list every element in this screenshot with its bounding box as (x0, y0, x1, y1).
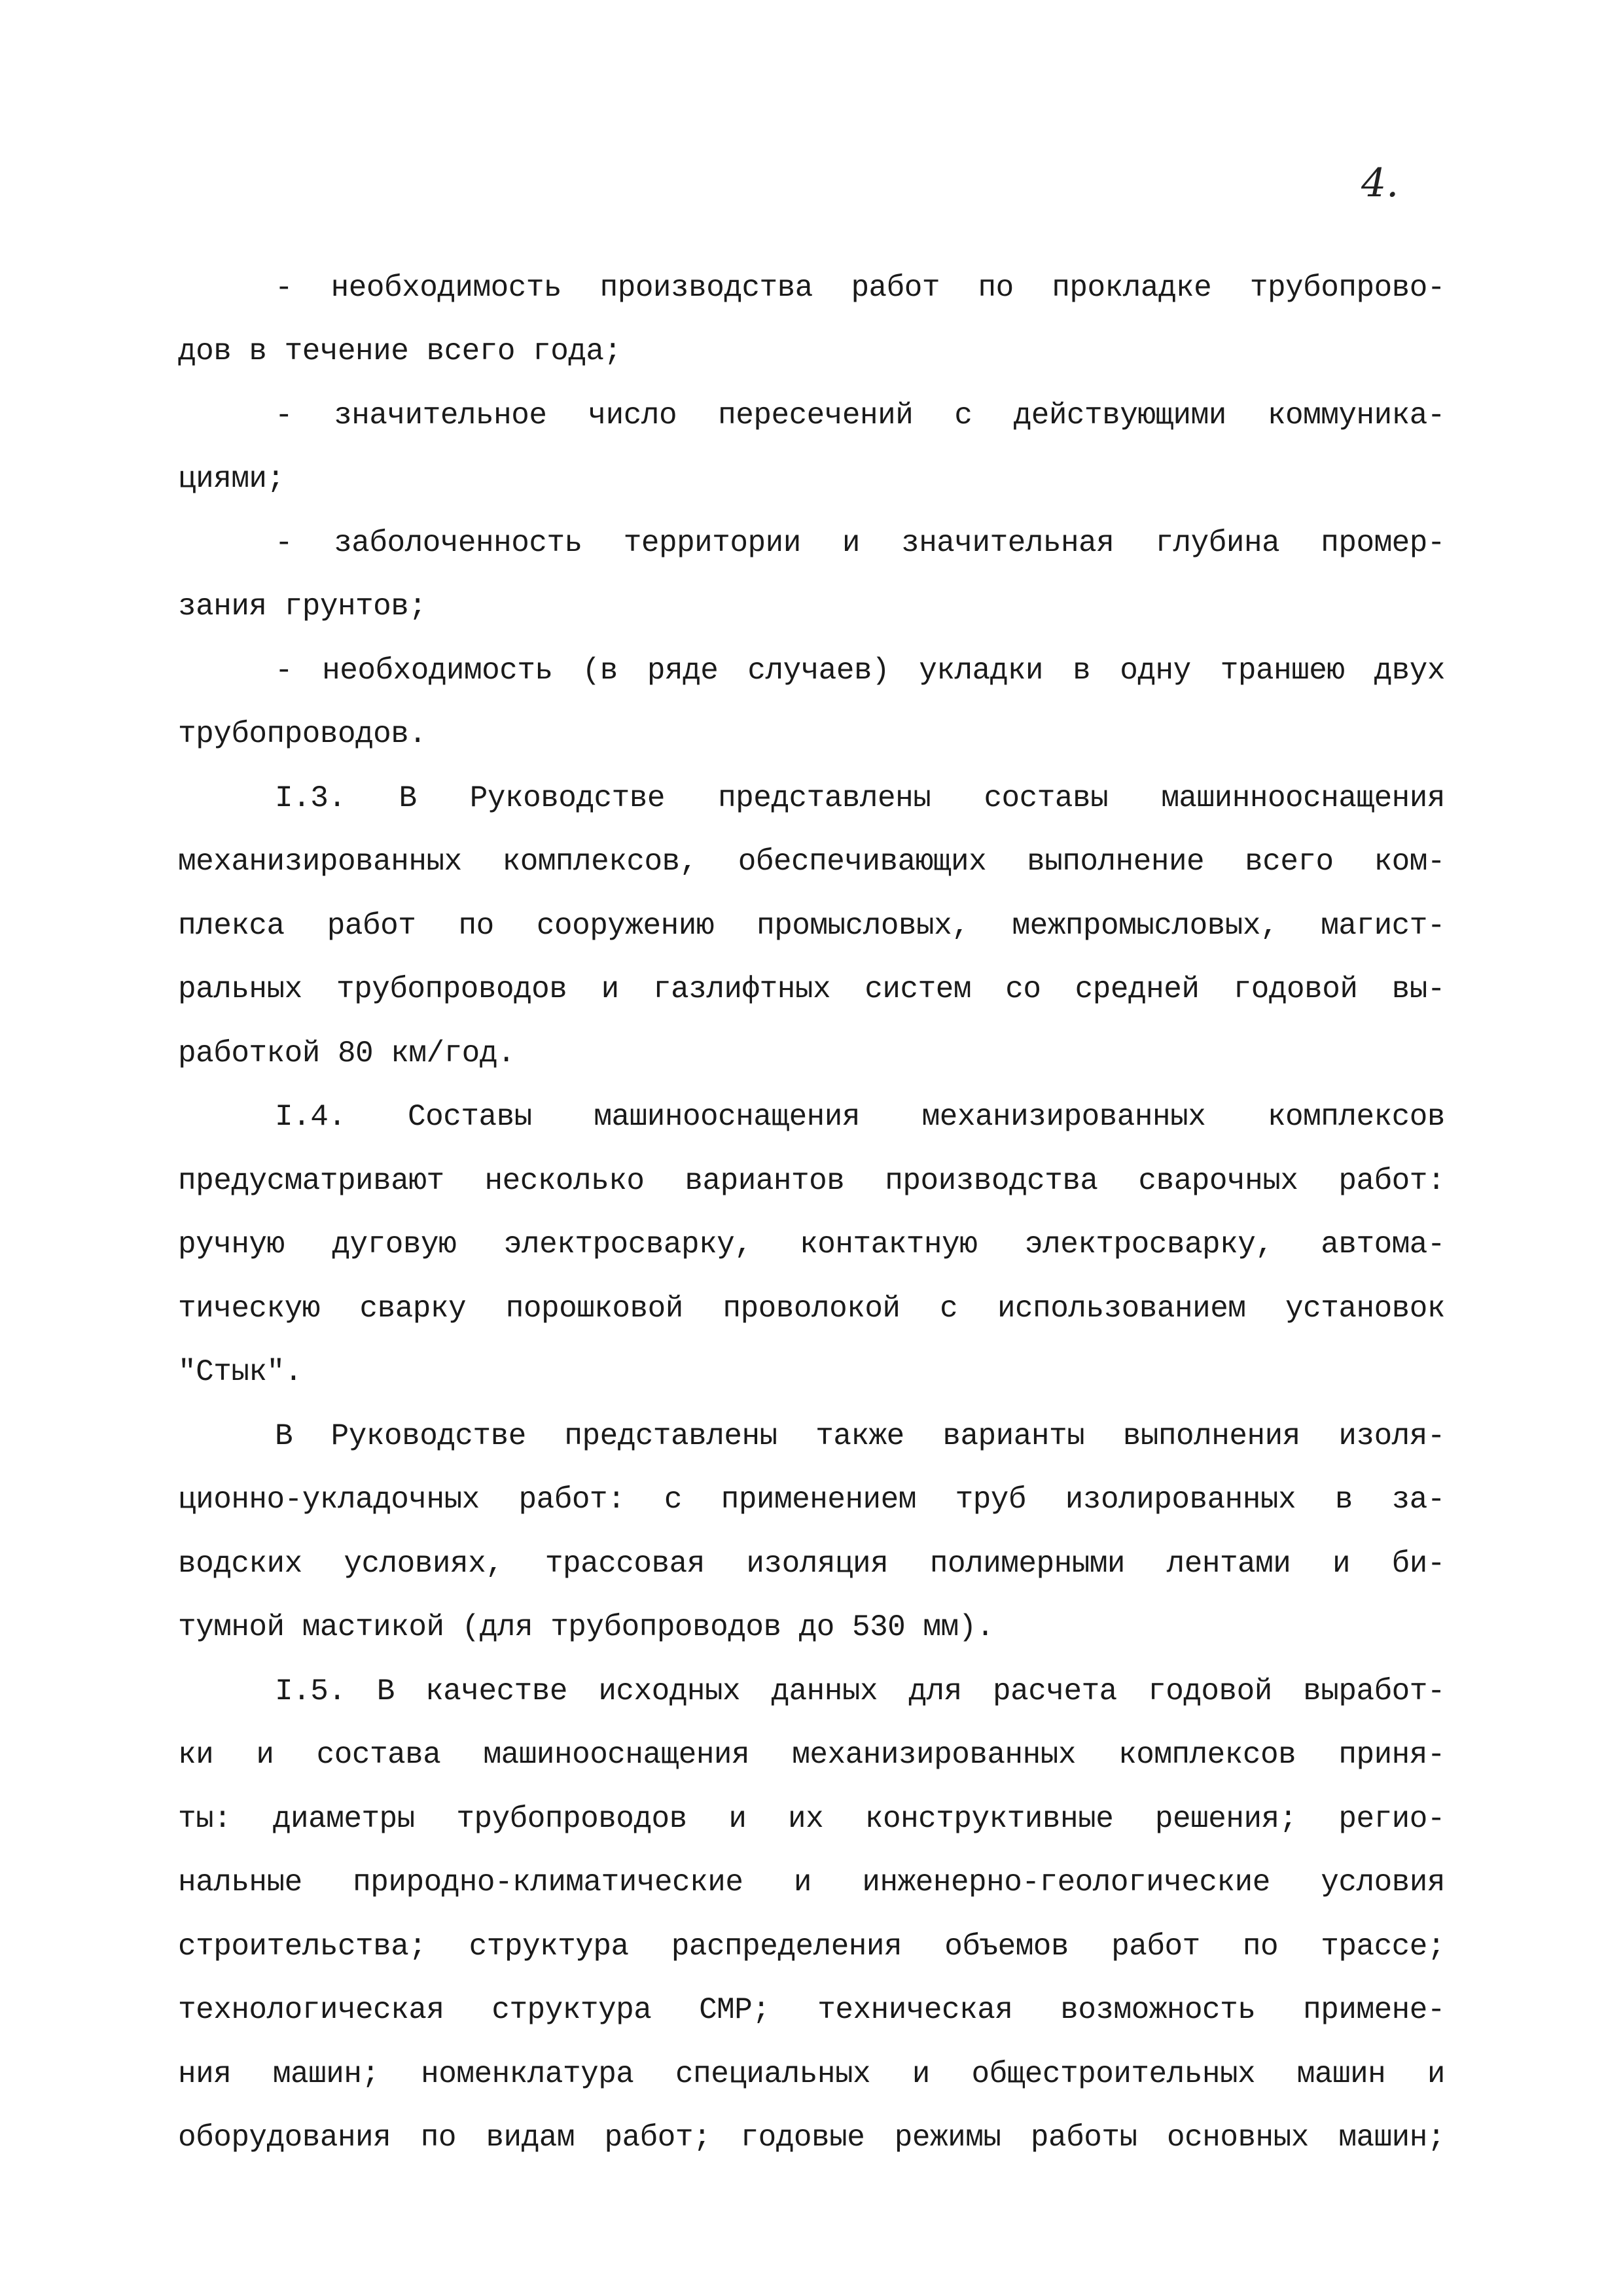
text-line-23: I.5. В качестве исходных данных для расчета годовой выработ- (275, 1674, 1445, 1708)
text-line-19: В Руководстве представлены также варианты выполнения изоля- (275, 1419, 1445, 1453)
text-line-10: механизированных комплексов, обеспечивающих выполнение всего ком- (178, 845, 1445, 879)
text-line-6: зания грунтов; (178, 590, 427, 624)
text-line-30: оборудования по видам работ; годовые режимы работы основных машин; (178, 2121, 1445, 2155)
text-line-1: - необходимость производства работ по прокладке трубопрово- (275, 271, 1445, 305)
text-line-26: нальные природно-климатические и инженерно-геологические условия (178, 1865, 1445, 1899)
text-line-29: ния машин; номенклатура специальных и общестроительных машин и (178, 2057, 1445, 2091)
text-line-22: тумной мастикой (для трубопроводов до 530 мм). (178, 1610, 994, 1644)
text-line-7: - необходимость (в ряде случаев) укладки в одну траншею двух (275, 654, 1445, 688)
text-line-17: тическую сварку порошковой проволокой с использованием установок (178, 1292, 1445, 1326)
text-line-16: ручную дуговую электросварку, контактную электросварку, автома- (178, 1227, 1445, 1262)
text-line-24: ки и состава машинооснащения механизированных комплексов приня- (178, 1738, 1445, 1772)
text-line-14: I.4. Составы машинооснащения механизированных комплексов (275, 1100, 1445, 1134)
text-line-4: циями; (178, 462, 285, 496)
page-number: 4. (1361, 160, 1399, 206)
text-line-25: ты: диаметры трубопроводов и их конструктивные решения; регио- (178, 1802, 1445, 1836)
text-line-21: водских условиях, трассовая изоляция полимерными лентами и би- (178, 1547, 1445, 1581)
text-line-12: ральных трубопроводов и газлифтных систем со средней годовой вы- (178, 972, 1445, 1006)
text-line-13: работкой 80 км/год. (178, 1036, 515, 1070)
text-line-15: предусматривают несколько вариантов производства сварочных работ: (178, 1164, 1445, 1198)
text-line-9: I.3. В Руководстве представлены составы машиннооснащения (275, 781, 1445, 815)
text-line-2: дов в течение всего года; (178, 334, 622, 368)
text-line-20: ционно-укладочных работ: с применением труб изолированных в за- (178, 1483, 1445, 1517)
text-line-28: технологическая структура СМР; техническая возможность примене- (178, 1993, 1445, 2027)
text-line-18: "Стык". (178, 1355, 302, 1389)
text-line-11: плекса работ по сооружению промысловых, межпромысловых, магист- (178, 909, 1445, 943)
text-line-27: строительства; структура распределения объемов работ по трассе; (178, 1930, 1445, 1964)
text-line-8: трубопроводов. (178, 717, 427, 751)
text-line-5: - заболоченность территории и значительная глубина промер- (275, 526, 1445, 560)
text-line-3: - значительное число пересечений с действующими коммуника- (275, 398, 1445, 433)
